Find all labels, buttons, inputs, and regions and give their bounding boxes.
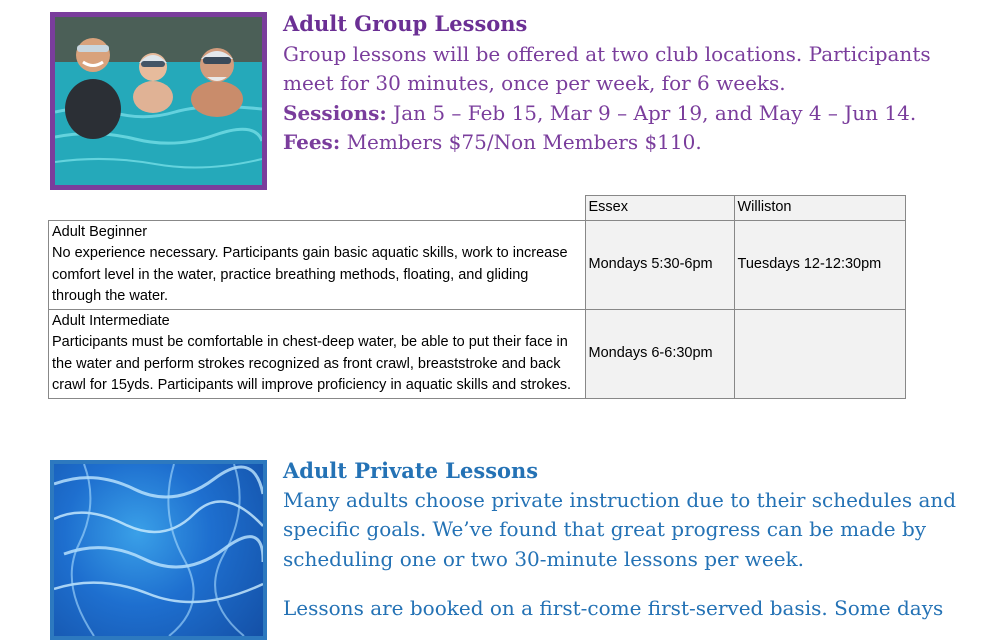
essex-time: Mondays 5:30-6pm xyxy=(585,220,734,309)
header-essex: Essex xyxy=(585,196,734,221)
group-description: Group lessons will be offered at two club locations. Participants meet for 30 minutes, once per week, for 6 weeks. xyxy=(283,42,931,96)
table-header-row xyxy=(49,196,906,221)
swimmers-illustration xyxy=(55,17,262,185)
essex-time: Mondays 6-6:30pm xyxy=(585,309,734,398)
williston-time xyxy=(734,309,905,398)
swimmers-photo xyxy=(50,12,267,190)
pool-water-photo xyxy=(50,460,267,640)
table-row xyxy=(49,220,906,309)
level-name: Adult Intermediate xyxy=(52,312,170,329)
private-description: Many adults choose private instruction due to their schedules and specific goals. We’ve found that great progress can be made by scheduling one or two 30-minute lessons per week. xyxy=(283,488,957,571)
private-lessons-title: Adult Private Lessons xyxy=(283,458,539,483)
group-lessons-title: Adult Group Lessons xyxy=(283,11,528,36)
level-name: Adult Beginner xyxy=(52,223,148,240)
header-williston: Williston xyxy=(734,196,905,221)
table-header-blank xyxy=(49,196,586,221)
level-description: No experience necessary. Participants gain basic aquatic skills, work to increase comfort level in the water, practice breathing methods, floating, and gliding through the water. xyxy=(52,245,568,304)
sessions-value: Jan 5 – Feb 15, Mar 9 – Apr 19, and May 4 – Jun 14. xyxy=(393,100,917,125)
fees-label: Fees: xyxy=(283,129,341,154)
level-cell xyxy=(49,309,586,398)
lesson-schedule-table xyxy=(48,195,906,399)
group-lessons-details xyxy=(283,40,983,157)
level-cell xyxy=(49,220,586,309)
williston-time: Tuesdays 12-12:30pm xyxy=(734,220,905,309)
level-description: Participants must be comfortable in chest-deep water, be able to put their face in the water and perform strokes recognized as front crawl, breaststroke and back crawl for 15yds. Participants will improve proficiency in aquatic skills and strokes. xyxy=(52,334,571,393)
pool-water-illustration xyxy=(54,464,263,636)
sessions-label: Sessions: xyxy=(283,100,387,125)
private-booking-text: Lessons are booked on a first-come first-served basis. Some days xyxy=(283,596,944,620)
fees-value: Members $75/Non Members $110. xyxy=(346,129,702,154)
table-row xyxy=(49,309,906,398)
